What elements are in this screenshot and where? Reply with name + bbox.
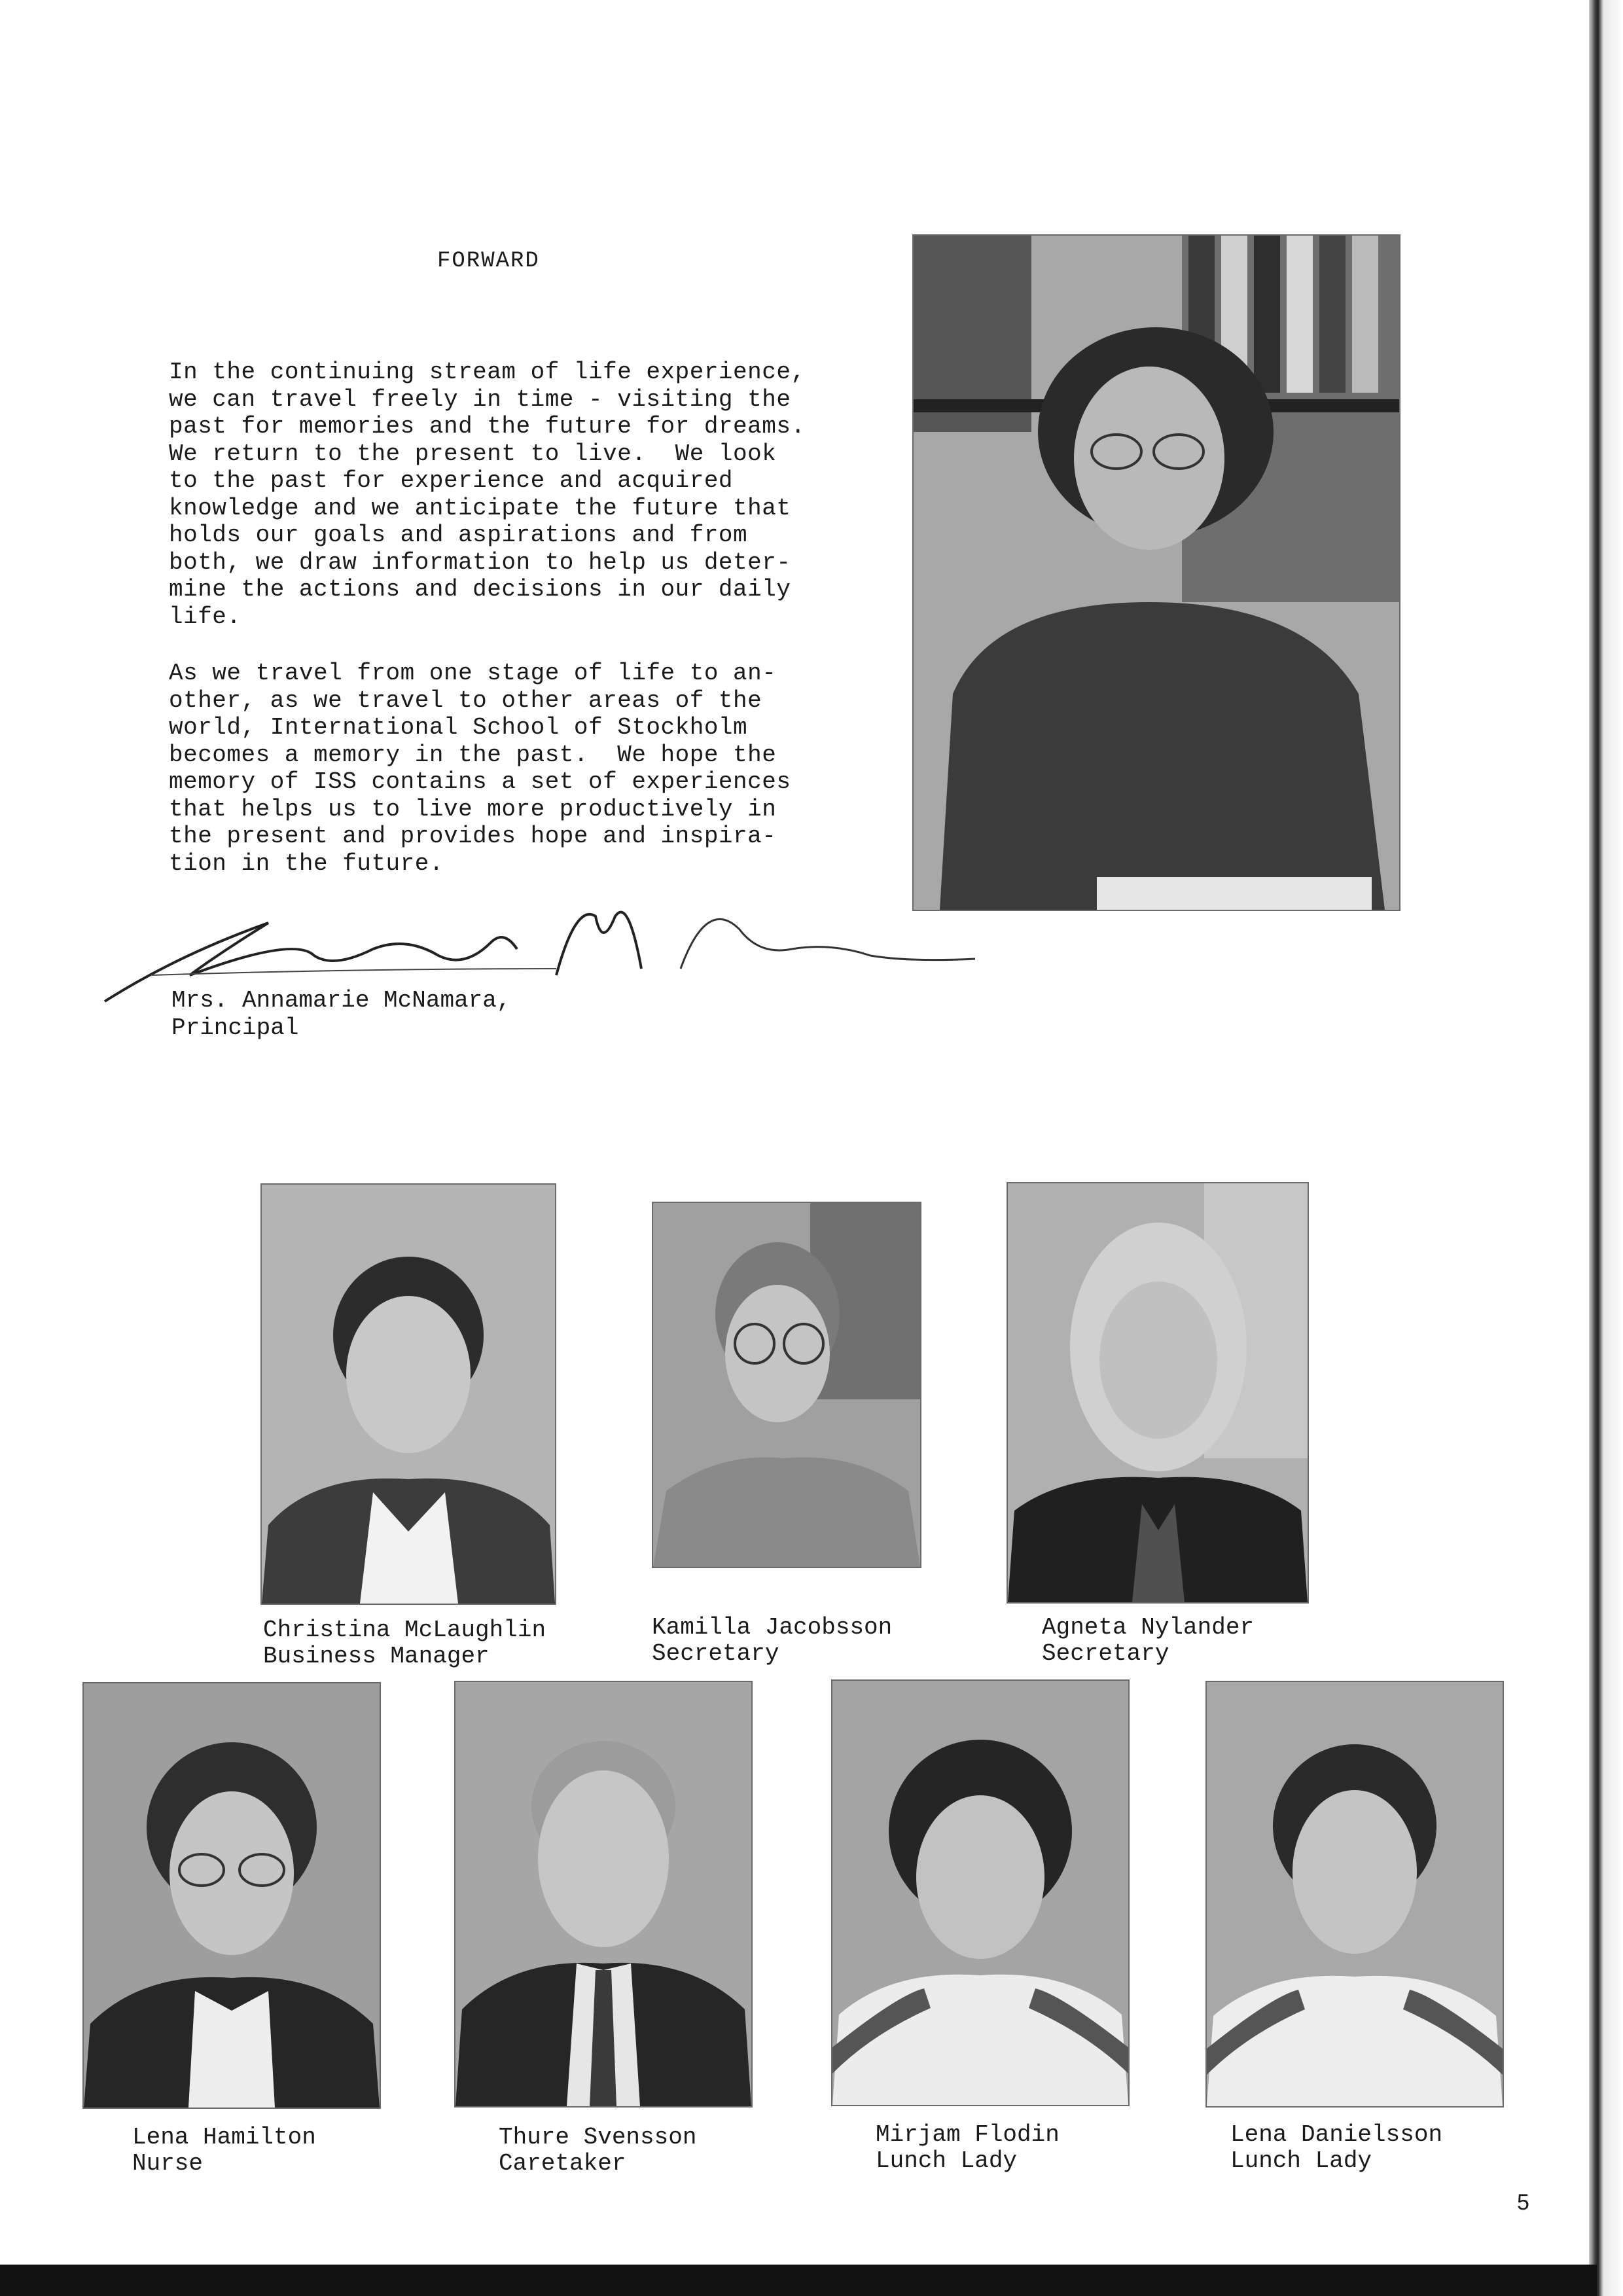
staff-role: Lunch Lady xyxy=(1230,2147,1372,2174)
staff-caption-kamilla-jacobsson xyxy=(652,1615,892,1667)
staff-caption-lena-hamilton xyxy=(132,2125,316,2177)
staff-photo-kamilla-jacobsson xyxy=(652,1202,921,1568)
staff-name: Thure Svensson xyxy=(499,2124,697,2151)
bottom-scan-bar xyxy=(0,2265,1597,2296)
author-role: Principal xyxy=(171,1014,299,1041)
author-block xyxy=(171,987,510,1042)
staff-caption-lena-danielsson xyxy=(1230,2122,1442,2174)
staff-caption-agneta-nylander xyxy=(1042,1615,1254,1667)
staff-role: Caretaker xyxy=(499,2150,626,2177)
principal-photo xyxy=(912,234,1400,911)
forward-paragraph-2: As we travel from one stage of life to an- other, as we travel to other areas of the world, International School of Stockholm becomes a memory in the past. We hope the memory of ISS contains a set of experiences that helps us to live more productively in the present and provides hope and inspira- tion in the future. xyxy=(169,660,791,877)
staff-photo-lena-danielsson xyxy=(1205,1681,1504,2108)
staff-role: Business Manager xyxy=(263,1643,490,1670)
staff-caption-christina-mclaughlin xyxy=(263,1617,546,1670)
staff-photo-christina-mclaughlin xyxy=(260,1183,556,1605)
author-name: Mrs. Annamarie McNamara, xyxy=(171,987,511,1014)
staff-caption-mirjam-flodin xyxy=(876,2122,1060,2174)
staff-caption-thure-svensson xyxy=(499,2125,696,2177)
staff-name: Kamilla Jacobsson xyxy=(652,1614,893,1641)
page-edge-shadow xyxy=(1589,0,1623,2296)
page-title: FORWARD xyxy=(437,249,540,274)
staff-name: Agneta Nylander xyxy=(1042,1614,1255,1641)
staff-photo-lena-hamilton xyxy=(82,1682,381,2109)
staff-photo-mirjam-flodin xyxy=(831,1679,1130,2106)
staff-photo-agneta-nylander xyxy=(1007,1182,1309,1604)
staff-role: Secretary xyxy=(652,1640,779,1667)
staff-name: Christina McLaughlin xyxy=(263,1617,546,1643)
staff-name: Mirjam Flodin xyxy=(876,2121,1060,2148)
forward-paragraph-1: In the continuing stream of life experience, we can travel freely in time - visiting the past for memories and the future for dreams. We return to the present to live. We look to the past for experience and acquired knowledge and we anticipate the future that holds our goals and aspirations and from both, we draw information to help us deter- mine the actions and decisions in our daily life. xyxy=(169,359,806,630)
staff-role: Nurse xyxy=(132,2150,204,2177)
staff-photo-thure-svensson xyxy=(454,1681,753,2108)
staff-role: Lunch Lady xyxy=(876,2147,1018,2174)
page-number: 5 xyxy=(1517,2190,1529,2215)
staff-name: Lena Hamilton xyxy=(132,2124,316,2151)
staff-role: Secretary xyxy=(1042,1640,1169,1667)
staff-name: Lena Danielsson xyxy=(1230,2121,1443,2148)
